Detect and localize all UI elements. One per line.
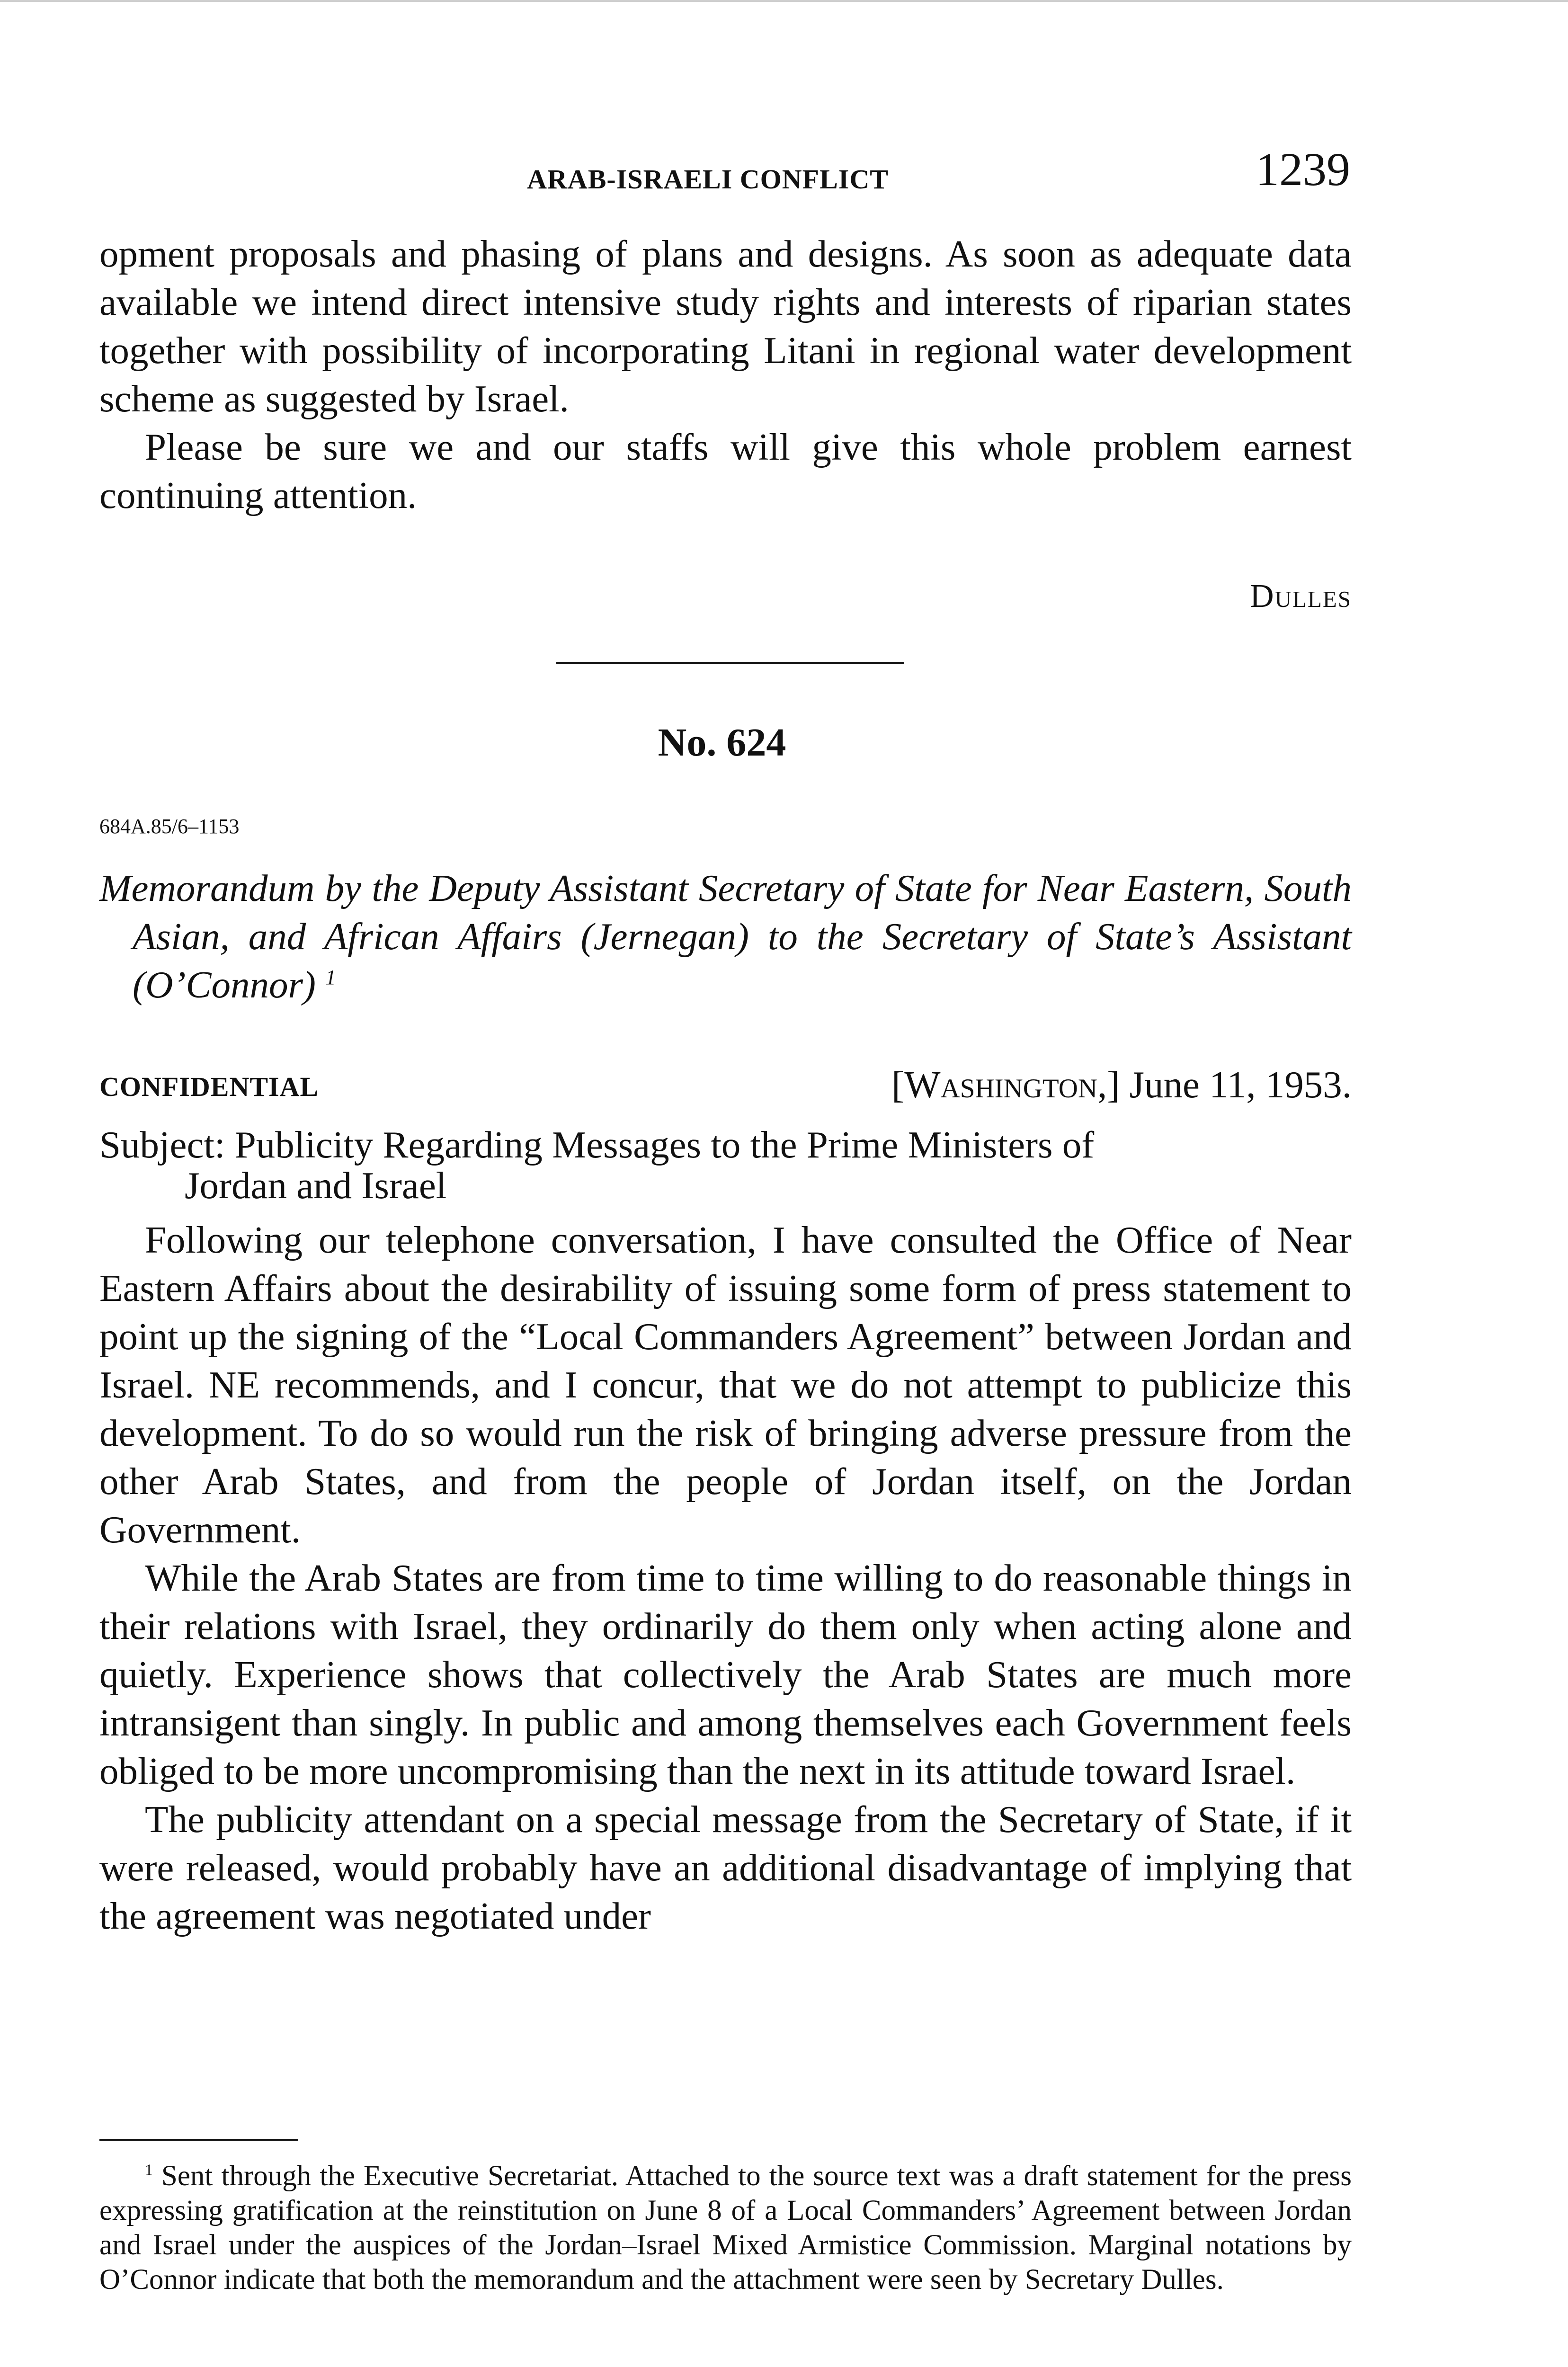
body-paragraph-1: Following our telephone conversation, I have consulted the Office of Near Eastern Affairs about the desirability of issuing some form of press statement to point up the signing of the “Local Commanders Agreement” between Jordan and Israel. NE recommends, and I concur, that we do not attempt to publicize this development. To do so would run the risk of bringing adverse pressure from the other Arab States, and from the people of Jordan itself, on the Jordan Government. [99,1219,1352,1551]
dateline-place: [Washington,] [891,1063,1120,1106]
memorandum-title-text: Memorandum by the Deputy Assistant Secretary of State for Near Eastern, South Asian, and African Affairs (Jernegan) to the Secretary of State’s Assistant (O’Connor) [99,867,1352,1006]
memorandum-body [99,1216,1352,1940]
running-header-title: ARAB-ISRAELI CONFLICT [527,164,889,195]
subject-line-2: Jordan and Israel [185,1164,447,1207]
dateline [891,1063,1352,1107]
footnotes [99,2159,1352,2297]
classification-label: CONFIDENTIAL [99,1071,319,1102]
body-paragraph-2: While the Arab States are from time to time willing to do reasonable things in their relations with Israel, they ordinarily do them only when acting alone and quietly. Experience shows that collectively the Arab States are much more intransigent than singly. In public and among themselves each Government feels obliged to be more uncompromising than the next in its attitude toward Israel. [99,1557,1352,1792]
scan-edge-line [0,0,1568,2]
footnote-rule [99,2139,298,2141]
continuation-paragraph-1: opment proposals and phasing of plans and designs. As soon as adequate data available we intend direct intensive study rights and interests of riparian states together with possibility of incorporating Litani in regional water development scheme as suggested by Israel. [99,232,1352,420]
continuation-paragraph-2: Please be sure we and our staffs will give this whole problem earnest continuing attention. [99,426,1352,516]
footnote-1-text: Sent through the Executive Secretariat. Attached to the source text was a draft statement for the press expressing gratification at the reinstitution on June 8 of a Local Commanders’ Agreement between Jordan and Israel under the auspices of the Jordan–Israel Mixed Armistice Commission. Marginal notations by O’Connor indicate that both the memorandum and the attachment were seen by Secretary Dulles. [99,2160,1352,2296]
continuation-text [99,230,1352,519]
signature-dulles: Dulles [1250,578,1352,614]
subject-line-1: Subject: Publicity Regarding Messages to the Prime Ministers of [99,1123,1095,1166]
file-reference: 684A.85/6–1153 [99,815,240,838]
page-number: 1239 [1256,143,1350,196]
subject-line [99,1124,1352,1206]
footnote-marker: 1 [325,965,336,989]
body-paragraph-3: The publicity attendant on a special message from the Secretary of State, if it were released, would probably have an additional disadvantage of implying that the agreement was negotiated under [99,1798,1352,1937]
document-number: No. 624 [658,721,786,765]
dateline-date: June 11, 1953. [1129,1063,1352,1106]
footnote-1 [99,2159,1352,2297]
memorandum-title-block [99,864,1352,1009]
footnote-1-marker: 1 [145,2161,153,2179]
section-divider [556,662,904,664]
memorandum-title [99,864,1352,1009]
